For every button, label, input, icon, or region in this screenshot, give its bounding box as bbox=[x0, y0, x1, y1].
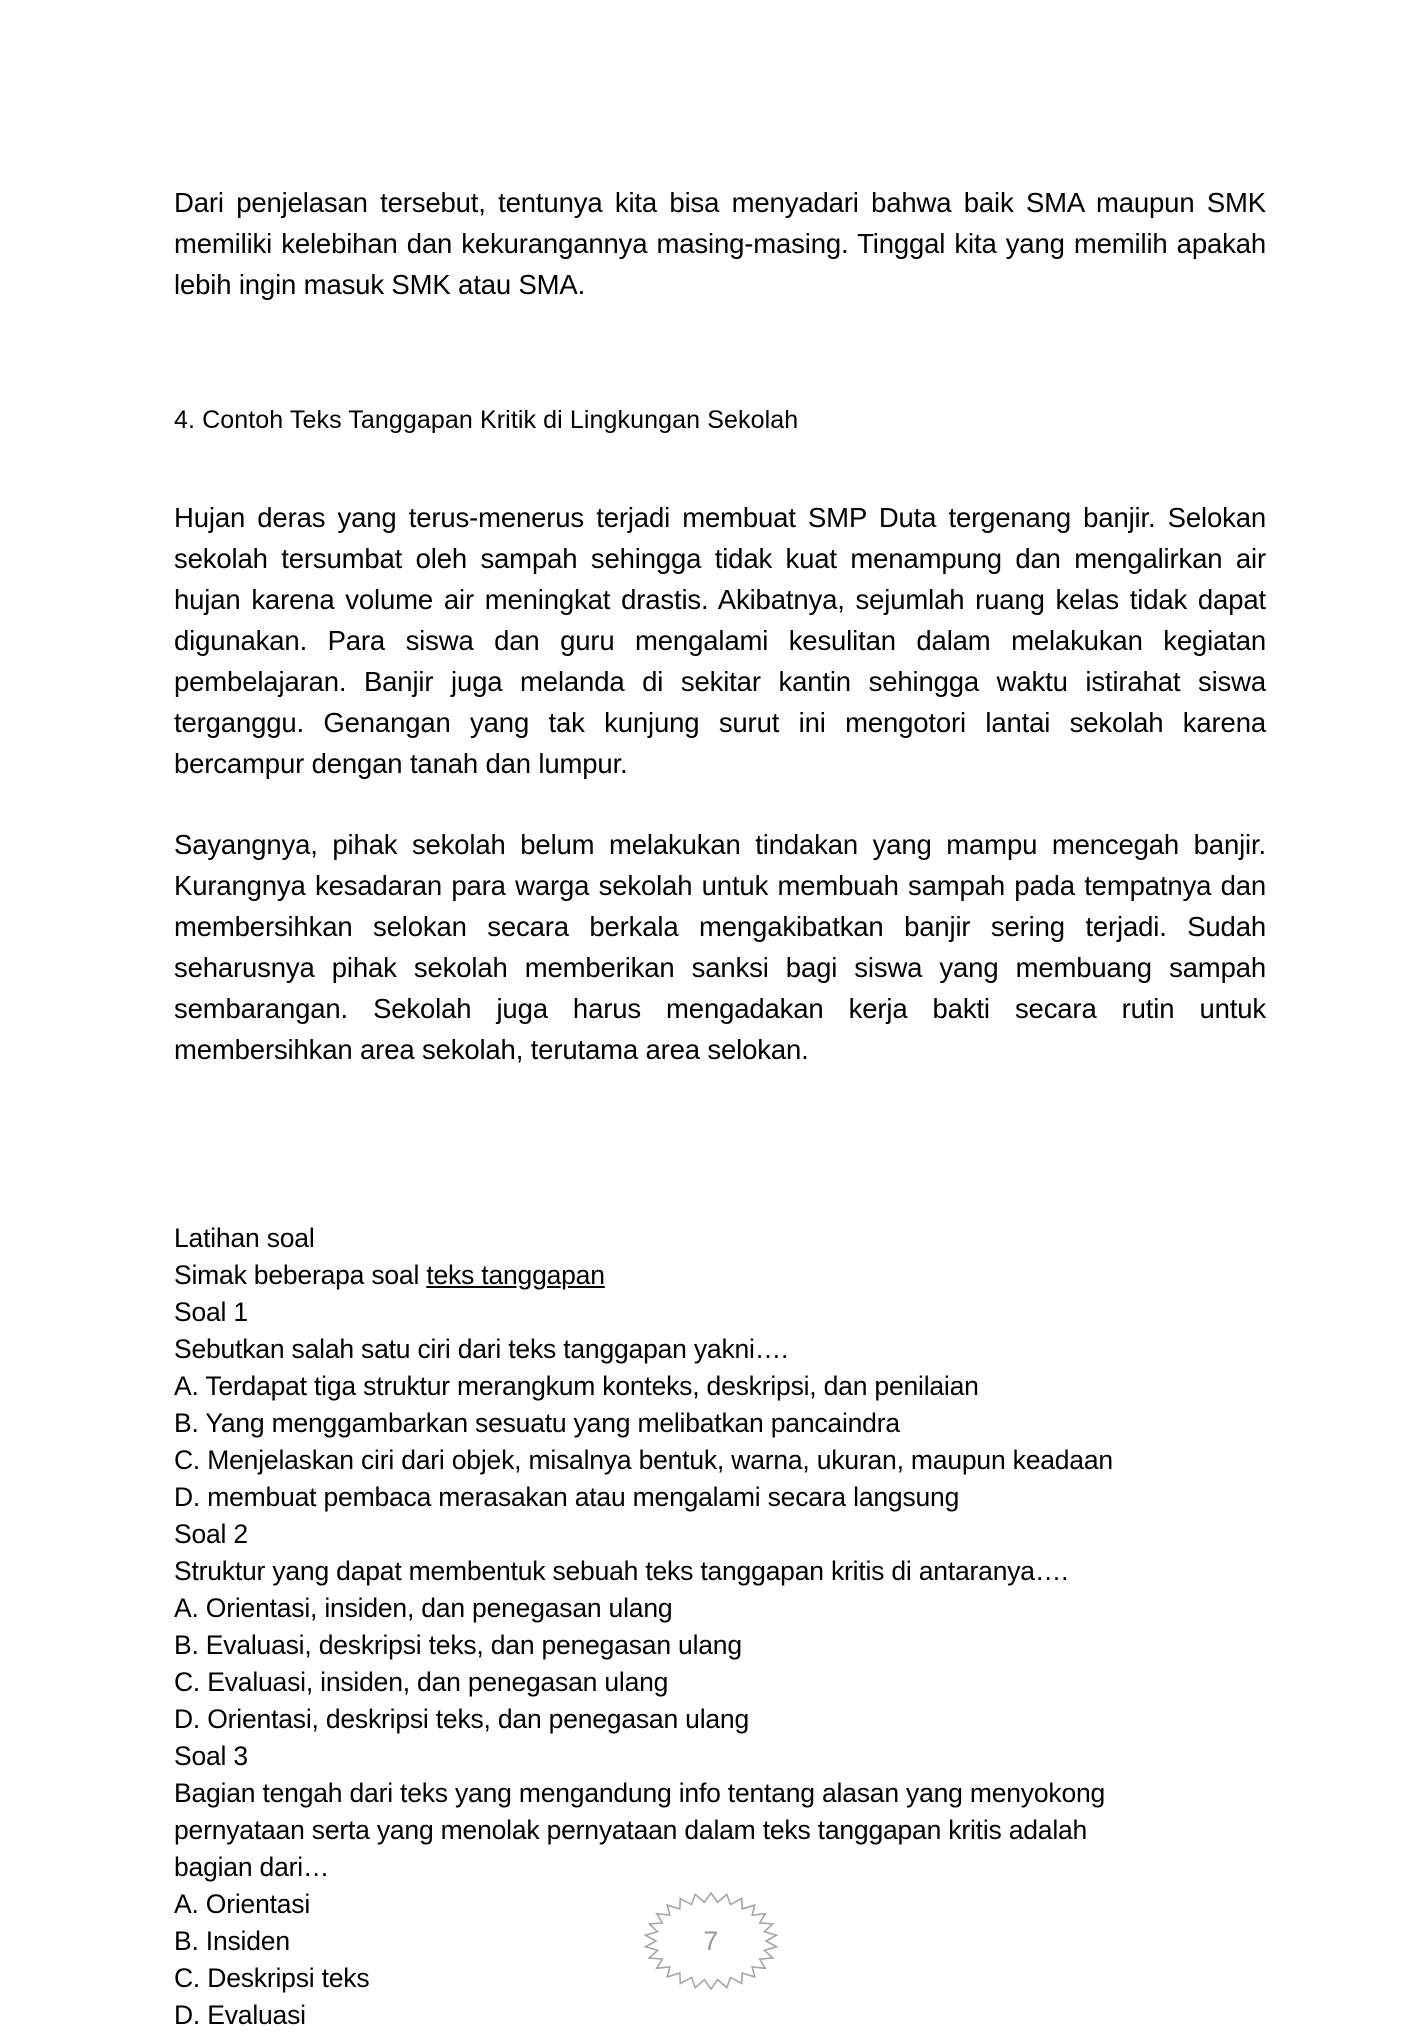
question-1-option-d[interactable]: D. membuat pembaca merasakan atau mengalami secara langsung bbox=[174, 1482, 960, 1512]
question-2-option-b[interactable]: B. Evaluasi, deskripsi teks, dan penegasan ulang bbox=[174, 1630, 742, 1660]
page-number-badge bbox=[636, 1886, 786, 1996]
exercise-intro bbox=[174, 1257, 1266, 1294]
page-number-text: 7 bbox=[703, 1925, 719, 1956]
spacer bbox=[174, 784, 1266, 824]
question-1-option-c[interactable]: C. Menjelaskan ciri dari objek, misalnya bentuk, warna, ukuran, maupun keadaan bbox=[174, 1445, 1113, 1475]
question-3-label: Soal 3 bbox=[174, 1741, 248, 1771]
question-3-option-b[interactable]: B. Insiden bbox=[174, 1926, 290, 1956]
teks-tanggapan-link[interactable]: teks tanggapan bbox=[426, 1260, 605, 1290]
question-2-option-c[interactable]: C. Evaluasi, insiden, dan penegasan ulang bbox=[174, 1667, 669, 1697]
question-2-label: Soal 2 bbox=[174, 1519, 248, 1549]
question-3-prompt-line-1: Bagian tengah dari teks yang mengandung info tentang alasan yang menyokong bbox=[174, 1778, 1106, 1808]
question-1-option-b[interactable]: B. Yang menggambarkan sesuatu yang melibatkan pancaindra bbox=[174, 1408, 900, 1438]
spacer bbox=[174, 437, 1266, 497]
section-heading: 4. Contoh Teks Tanggapan Kritik di Lingkungan Sekolah bbox=[174, 406, 799, 434]
spacer bbox=[174, 305, 1266, 403]
spacer bbox=[174, 1070, 1266, 1220]
section-paragraph-1: Hujan deras yang terus-menerus terjadi membuat SMP Duta tergenang banjir. Selokan sekolah tersumbat oleh sampah sehingga tidak kuat menampung dan mengalirkan air hujan karena volume air meningkat drastis. Akibatnya, sejumlah ruang kelas tidak dapat digunakan. Para siswa dan guru mengalami kesulitan dalam melakukan kegiatan pembelajaran. Banjir juga melanda di sekitar kantin sehingga waktu istirahat siswa terganggu. Genangan yang tak kunjung surut ini mengotori lantai sekolah karena bercampur dengan tanah dan lumpur. bbox=[174, 502, 1266, 779]
section-paragraph-2: Sayangnya, pihak sekolah belum melakukan tindakan yang mampu mencegah banjir. Kurangnya kesadaran para warga sekolah untuk membuah sampah pada tempatnya dan membersihkan selokan secara berkala mengakibatkan banjir sering terjadi. Sudah seharusnya pihak sekolah memberikan sanksi bagi siswa yang membuang sampah sembarangan. Sekolah juga harus mengadakan kerja bakti secara rutin untuk membersihkan area sekolah, terutama area selokan. bbox=[174, 829, 1266, 1065]
exercise-title: Latihan soal bbox=[174, 1223, 315, 1253]
question-2-option-a[interactable]: A. Orientasi, insiden, dan penegasan ulang bbox=[174, 1593, 673, 1623]
question-1-option-a[interactable]: A. Terdapat tiga struktur merangkum konteks, deskripsi, dan penilaian bbox=[174, 1371, 979, 1401]
intro-paragraph: Dari penjelasan tersebut, tentunya kita bisa menyadari bahwa baik SMA maupun SMK memiliki kelebihan dan kekurangannya masing-masing. Tinggal kita yang memilih apakah lebih ingin masuk SMK atau SMA. bbox=[174, 187, 1266, 300]
question-2-prompt: Struktur yang dapat membentuk sebuah teks tanggapan kritis di antaranya…. bbox=[174, 1556, 1069, 1586]
question-3-prompt-line-2: pernyataan serta yang menolak pernyataan dalam teks tanggapan kritis adalah bbox=[174, 1815, 1088, 1845]
question-1-prompt: Sebutkan salah satu ciri dari teks tanggapan yakni…. bbox=[174, 1334, 789, 1364]
question-1-label: Soal 1 bbox=[174, 1297, 248, 1327]
question-3-option-c[interactable]: C. Deskripsi teks bbox=[174, 1963, 370, 1993]
question-3-option-a[interactable]: A. Orientasi bbox=[174, 1889, 311, 1919]
exercise-intro-prefix: Simak beberapa soal bbox=[174, 1260, 427, 1290]
page-content bbox=[174, 182, 1266, 2034]
question-2-option-d[interactable]: D. Orientasi, deskripsi teks, dan penegasan ulang bbox=[174, 1704, 750, 1734]
question-3-option-d[interactable]: D. Evaluasi bbox=[174, 2000, 306, 2030]
question-3-prompt-line-3: bagian dari… bbox=[174, 1852, 330, 1882]
